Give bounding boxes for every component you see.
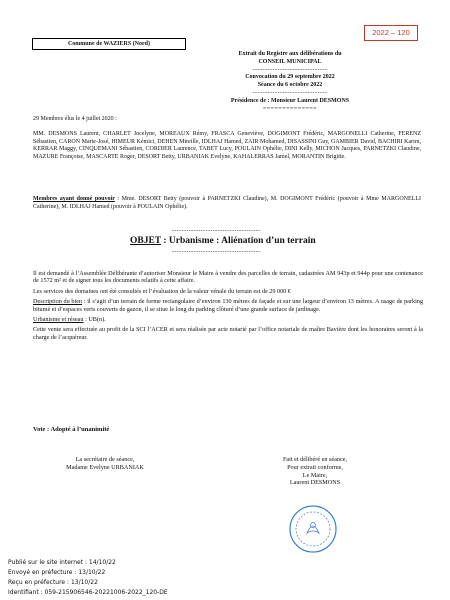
description-text: : il s’agit d’un terrain de forme rectangulaire d’environ 130 mètres de façade et sur une largeur d’environ 13 mètres. A usage de parking bitumé et d’espaces verts couverts de gazon, il se situe le long du parking clôturé d’une grande surface de jardinage.	[33, 298, 423, 313]
urbanism-text: : UB(n).	[83, 316, 106, 324]
urbanism-label: Urbanisme et réseau	[33, 316, 84, 324]
mayor-title: Le Maire,	[302, 471, 328, 479]
session-date: Séance du 6 octobre 2022	[257, 82, 323, 89]
official-stamp-icon	[287, 503, 339, 555]
secretary-signature-block	[40, 456, 170, 472]
separator: -------------------------------------	[172, 228, 261, 234]
members-list: MM. DESMONS Laurent, CHARLET Jocelyne, MOREAUX Rémy, FRASCA Geneviève, DOGIMONT Frédéric, MARGONELLI Catherine, FERENZ Sébastien, CARON Marie-José, HIMEUR Kémici, DEHEN Mireille, IDLHAJ Hamed, ZAIR Mohamed, DISASSINI Guy, GAMBIER David, BACHIRI Karim, KERRAR Maggy, CINQUEMANI Sébastien, CORDIER Laurence, TABET Lucy, POULAIN Ophélie, DINI Kelly, MICHON Jacques, PARNETZKI Claudine, MAZURE Françoise, MASCARTE Roger, DESORT Betty, URBANIAK Evelyne, KAHALERRAS Jamel, MORANTIN Brigitte.	[33, 131, 421, 160]
extract-header	[228, 51, 352, 113]
proxy-text: : Mme. DESORT Betty (pouvoir à PARNETZKI Claudine), M. DOGIMONT Frédéric (pouvoir à Mme MARGONELLI Catherine), M. IDLHAJ Hamed (pouvoir à POULAIN Ophélie).	[33, 196, 421, 210]
request-paragraph: Il est demandé à l’Assemblée Délibérante d’autoriser Monsieur le Maire à vendre des parcelles de terrain, cadastrées AM 943p et 944p pour une contenance de 1572 m² et de signer tous les documents relatifs à cette affaire.	[33, 270, 423, 285]
transmission-footer	[8, 558, 168, 598]
mayor-signature-block	[255, 456, 375, 487]
document-identifier: Identifiant : 059-215906546-20221006-2022_120-DE	[8, 589, 168, 596]
members-elected: 29 Membres élus le 4 juillet 2020 :	[33, 116, 117, 122]
mayor-line2: Pour extrait conforme,	[287, 463, 343, 471]
separator: ------------------------------	[252, 66, 328, 73]
proxy-label: Membres ayant donné pouvoir	[33, 196, 115, 202]
secretary-name: Madame Evelyne URBANIAK	[66, 463, 144, 471]
sale-paragraph: Cette vente sera effectuée au profit de la SCI l’ACER et sera réalisée par acte notarié par l’office notariale de maître Bavière dont les honoraires seront à la charge de l’acquéreur.	[33, 326, 423, 341]
secretary-title: La secrétaire de séance,	[75, 456, 135, 463]
extract-title-line1: Extrait du Registre aux délibérations du	[238, 51, 342, 57]
separator: ------------------------------	[252, 89, 328, 96]
separator: -------------------------------------	[172, 249, 261, 255]
mayor-name: Laurent DESMONS	[289, 479, 341, 487]
subject-label: OBJET	[130, 236, 161, 246]
deliberation-body	[33, 270, 423, 344]
extract-title-line2: CONSEIL MUNICIPAL	[258, 58, 322, 65]
commune-header: Commune de WAZIERS (Nord)	[32, 38, 186, 50]
urbanism-paragraph	[33, 316, 423, 323]
published-date: Publié sur le site internet : 14/10/22	[8, 559, 116, 566]
proxy-members	[33, 196, 421, 211]
sent-prefecture-date: Envoyé en préfecture : 13/10/22	[8, 569, 106, 576]
description-paragraph	[33, 298, 423, 313]
received-prefecture-date: Reçu en préfecture : 13/10/22	[8, 579, 98, 586]
convocation-date: Convocation du 29 septembre 2022	[245, 74, 335, 81]
valuation-paragraph: Les services des domaines ont été consultés et l’évaluation de la valeur vénale du terrain est de 29 000 €	[33, 287, 291, 295]
separator: ==============	[262, 105, 318, 112]
vote-result: Vote : Adopté à l’unanimité	[33, 426, 110, 433]
presidency: Présidence de : Monsieur Laurent DESMONS	[230, 97, 350, 104]
mayor-line1: Fait et délibéré en séance,	[282, 456, 348, 463]
subject-text: : Urbanisme : Aliénation d’un terrain	[160, 236, 316, 246]
subject-title	[130, 236, 316, 246]
description-label: Description du bien	[33, 298, 83, 306]
reference-number-box: 2022 – 120	[364, 25, 418, 41]
